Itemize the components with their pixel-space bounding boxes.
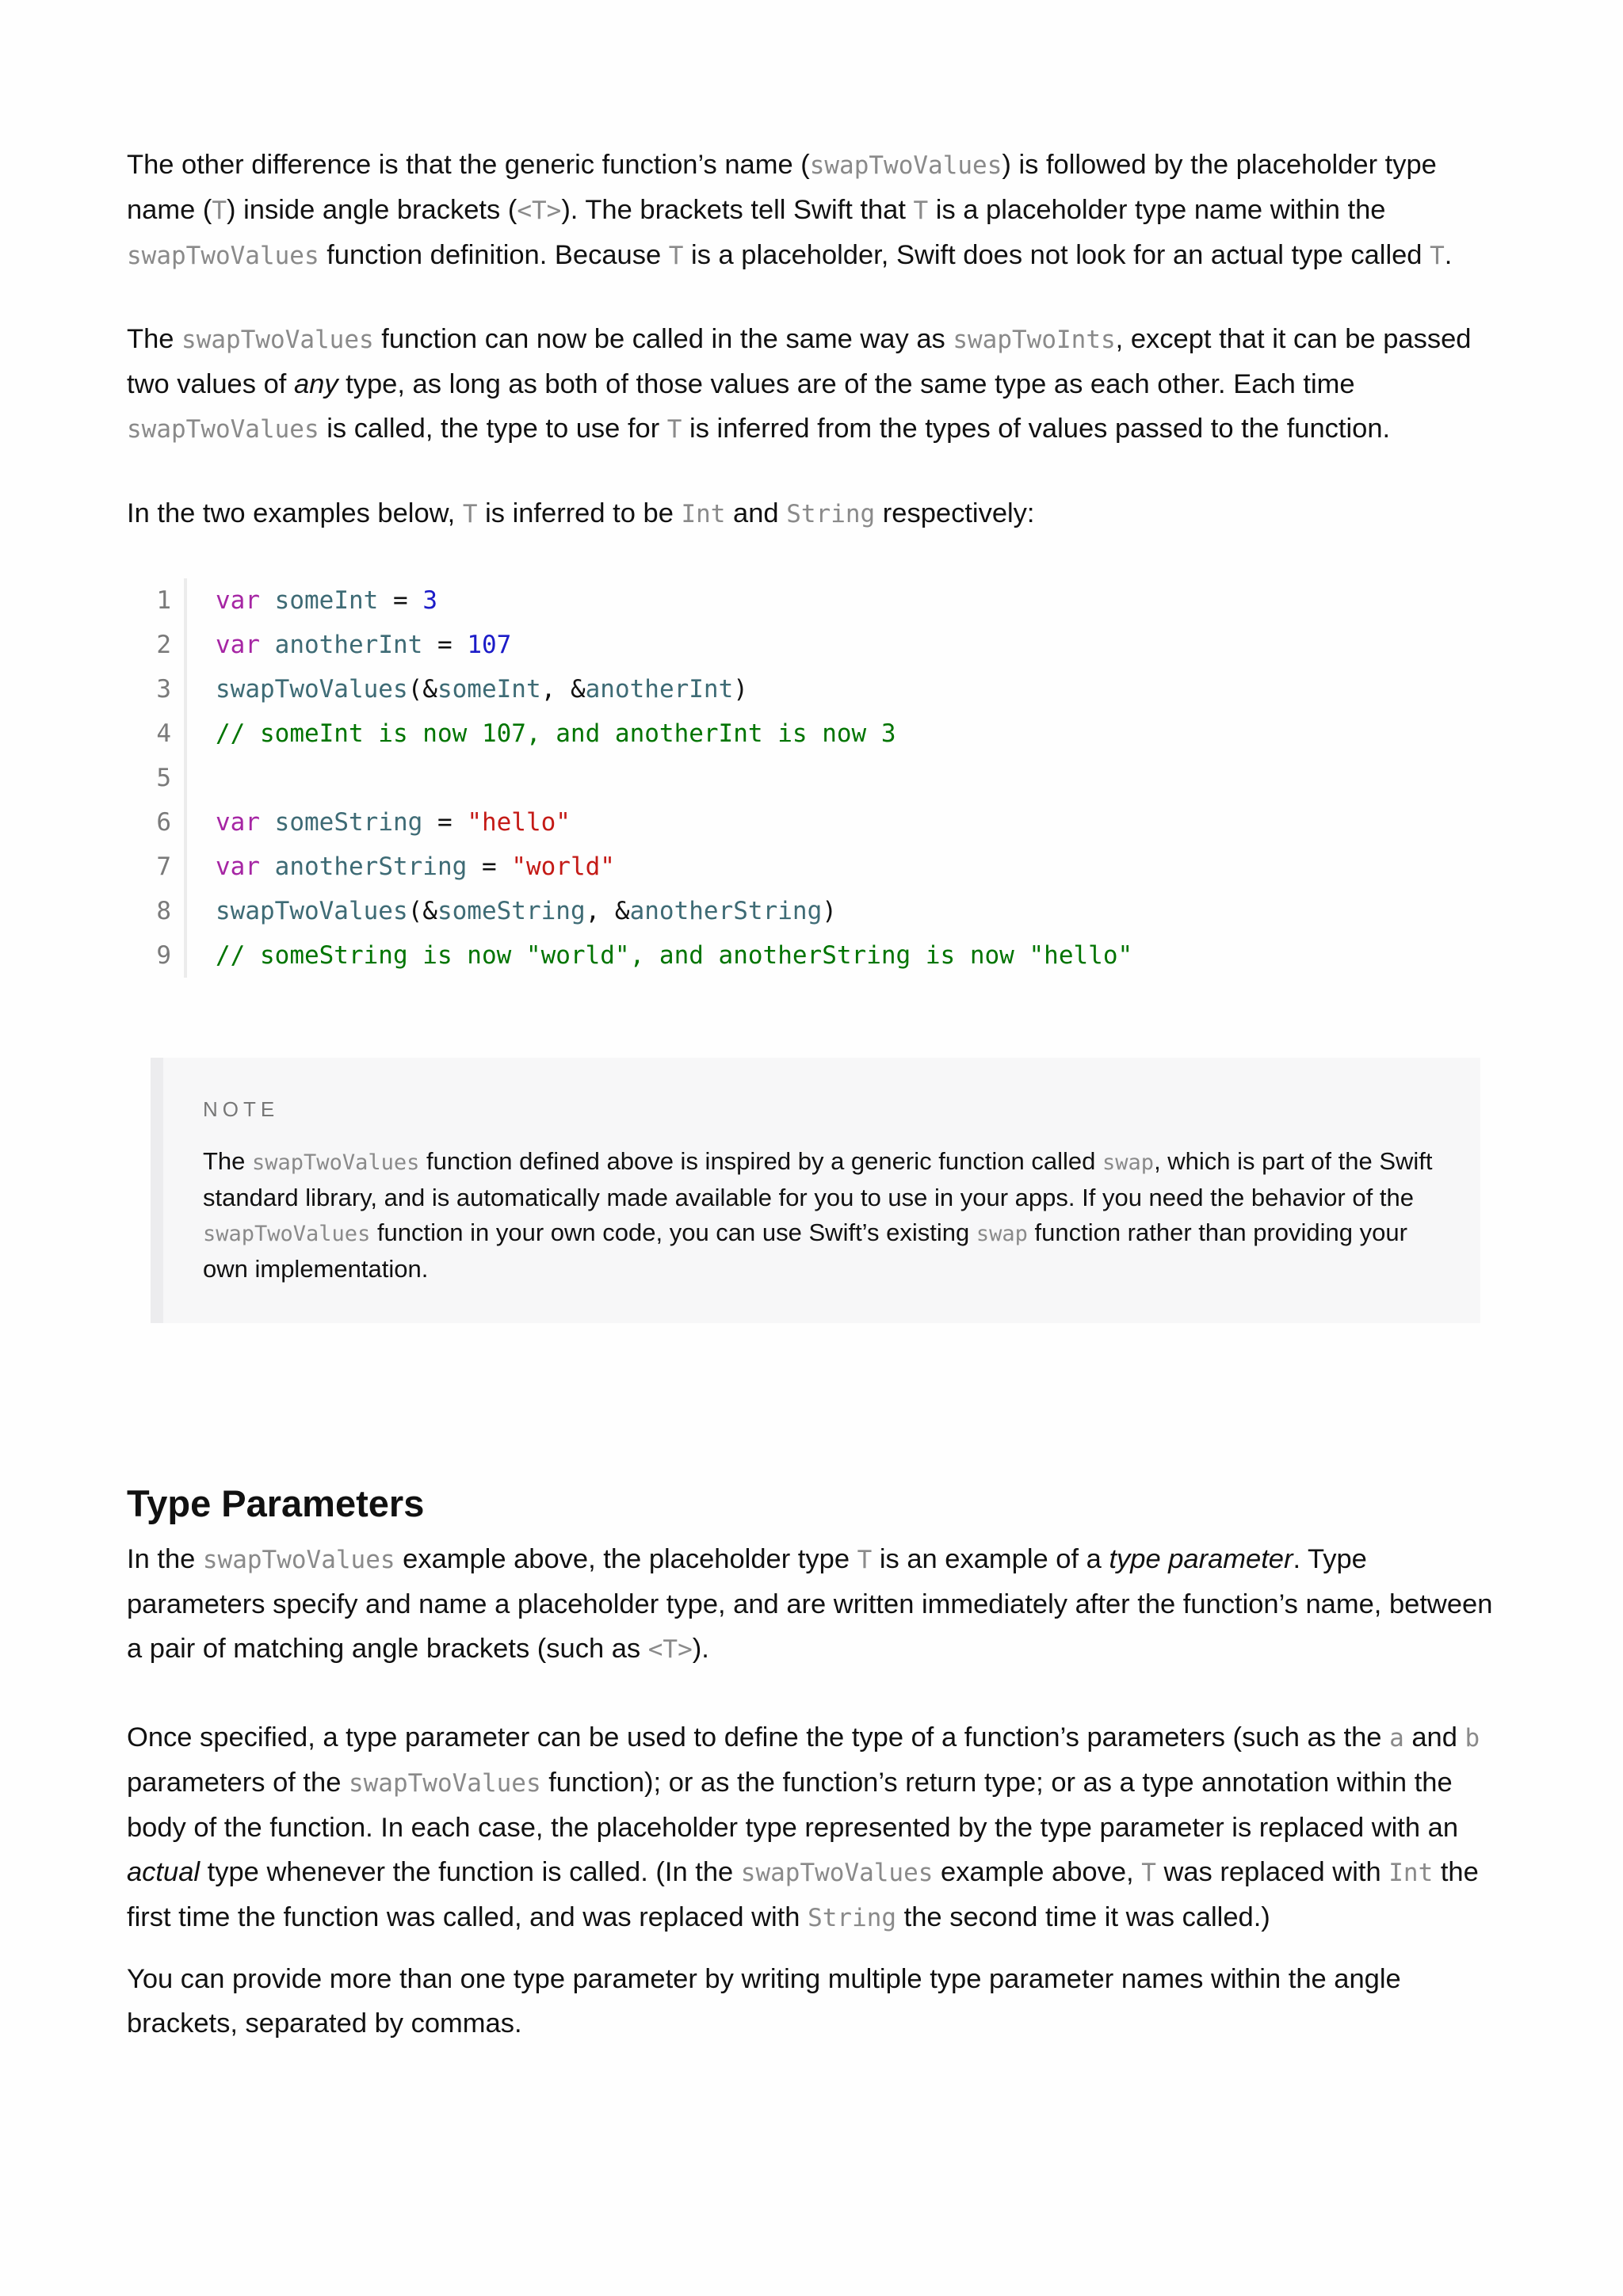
text: is a placeholder, Swift does not look for an actual type called xyxy=(683,240,1430,270)
string-literal: "hello" xyxy=(467,808,571,837)
code-line xyxy=(127,578,1506,623)
text: and xyxy=(725,498,787,528)
punctuation: (& xyxy=(407,897,437,925)
keyword: var xyxy=(216,852,260,881)
code-line xyxy=(127,845,1506,889)
paragraph-calling xyxy=(127,317,1506,452)
emphasis: type parameter xyxy=(1109,1544,1293,1574)
inline-code: a xyxy=(1389,1724,1404,1753)
identifier: anotherInt xyxy=(274,631,423,659)
text: ). xyxy=(692,1634,709,1664)
code-line xyxy=(127,756,1506,800)
keyword: var xyxy=(216,808,260,837)
text: was replaced with xyxy=(1155,1857,1389,1887)
inline-code: swapTwoValues xyxy=(809,151,1002,180)
text: You can provide more than one type parameter by writing multiple type parameter names within the angle brackets, separated by commas. xyxy=(127,1964,1401,2039)
string-literal: "world" xyxy=(511,852,615,881)
inline-code: swapTwoInts xyxy=(953,326,1116,354)
inline-code: swapTwoValues xyxy=(127,242,319,270)
inline-code: Int xyxy=(681,500,726,528)
punctuation: ) xyxy=(733,675,748,704)
number-literal: 3 xyxy=(422,586,437,615)
text: ). The brackets tell Swift that xyxy=(561,195,914,225)
note-callout xyxy=(151,1058,1480,1323)
text: is inferred to be xyxy=(477,498,682,528)
inline-code: swapTwoValues xyxy=(348,1769,541,1798)
punctuation: ) xyxy=(822,897,837,925)
inline-code: T xyxy=(462,500,478,528)
paragraph-examples-intro xyxy=(127,491,1035,536)
identifier: someString xyxy=(437,897,586,925)
inline-code: <T> xyxy=(517,196,562,225)
operator: = xyxy=(422,631,468,659)
code-line xyxy=(127,800,1506,845)
punctuation: (& xyxy=(407,675,437,704)
inline-code: swap xyxy=(976,1222,1028,1246)
text: type, as long as both of those values are of the same type as each other. Each time xyxy=(338,369,1355,399)
text: In the xyxy=(127,1544,203,1574)
text: . Type parameters specify and name a placeholder type, and are written immediately after the function’s name, between a pair of matching angle brackets (such as xyxy=(127,1544,1493,1664)
inline-code: swapTwoValues xyxy=(203,1222,371,1246)
paragraph-generic-name xyxy=(127,143,1506,278)
code-line xyxy=(127,667,1506,711)
operator: = xyxy=(378,586,423,615)
text: ) inside angle brackets ( xyxy=(227,195,517,225)
inline-code: T xyxy=(668,242,684,270)
identifier: anotherString xyxy=(274,852,468,881)
text: function); or as the function’s return type; or as a type annotation within the body of the function. In each case, the placeholder type represented by the type parameter is replaced with an xyxy=(127,1768,1459,1843)
text: function in your own code, you can use Swift’s existing xyxy=(370,1219,976,1246)
inline-code: swapTwoValues xyxy=(740,1859,934,1887)
text: the second time it was called.) xyxy=(896,1902,1270,1932)
note-title: NOTE xyxy=(203,1097,280,1121)
text: example above, xyxy=(933,1857,1142,1887)
code-line xyxy=(127,889,1506,933)
inline-code: T xyxy=(1141,1859,1156,1887)
text: type whenever the function is called. (In the xyxy=(200,1857,741,1887)
inline-code: swapTwoValues xyxy=(127,415,319,444)
inline-code: <T> xyxy=(647,1635,693,1664)
line-number: 2 xyxy=(127,623,187,667)
text: . xyxy=(1444,240,1453,270)
text: function rather than providing your own implementation. xyxy=(203,1219,1407,1283)
line-number: 6 xyxy=(127,800,187,845)
paragraph-type-parameter xyxy=(127,1537,1506,1672)
line-number: 8 xyxy=(127,889,187,933)
text: parameters of the xyxy=(127,1768,349,1798)
text: is an example of a xyxy=(872,1544,1109,1574)
inline-code: T xyxy=(857,1546,873,1574)
keyword: var xyxy=(216,631,260,659)
line-number: 1 xyxy=(127,578,187,623)
inline-code: swapTwoValues xyxy=(181,326,374,354)
identifier: anotherInt xyxy=(585,675,734,704)
text: , except that it can be passed two values of xyxy=(127,324,1472,399)
text: function defined above is inspired by a generic function called xyxy=(419,1147,1103,1175)
line-number: 5 xyxy=(127,756,187,800)
text: function can now be called in the same way as xyxy=(373,324,953,354)
inline-code: T xyxy=(1430,242,1445,270)
emphasis: any xyxy=(293,369,338,399)
text: function definition. Because xyxy=(319,240,669,270)
text: is called, the type to use for xyxy=(319,414,667,444)
function-call: swapTwoValues xyxy=(216,897,408,925)
inline-code: b xyxy=(1465,1724,1480,1753)
comment: // someString is now "world", and anotherString is now "hello" xyxy=(216,941,1133,970)
text: The other difference is that the generic function’s name ( xyxy=(127,150,810,180)
text: is inferred from the types of values passed to the function. xyxy=(682,414,1391,444)
note-text xyxy=(203,1144,1433,1287)
text: is a placeholder type name within the xyxy=(928,195,1386,225)
number-literal: 107 xyxy=(467,631,512,659)
line-number: 7 xyxy=(127,845,187,889)
inline-code: Int xyxy=(1388,1859,1434,1887)
text: and xyxy=(1403,1722,1465,1753)
code-line xyxy=(127,623,1506,667)
line-number: 3 xyxy=(127,667,187,711)
comment: // someInt is now 107, and anotherInt is now 3 xyxy=(216,719,896,748)
text: , which is part of the Swift standard library, and is automatically made available for you to use in your apps. If you need the behavior of the xyxy=(203,1147,1433,1211)
line-number: 4 xyxy=(127,711,187,756)
text: the first time the function was called, and was replaced with xyxy=(127,1857,1479,1932)
inline-code: swap xyxy=(1102,1150,1155,1175)
inline-code: swapTwoValues xyxy=(252,1150,420,1175)
text: Once specified, a type parameter can be used to define the type of a function’s parameters (such as the xyxy=(127,1722,1390,1753)
inline-code: T xyxy=(913,196,929,225)
identifier: anotherString xyxy=(629,897,823,925)
inline-code: T xyxy=(212,196,227,225)
identifier: someString xyxy=(274,808,423,837)
inline-code: T xyxy=(666,415,682,444)
keyword: var xyxy=(216,586,260,615)
text: respectively: xyxy=(875,498,1035,528)
inline-code: String xyxy=(808,1904,897,1932)
code-line xyxy=(127,711,1506,756)
inline-code: String xyxy=(786,500,876,528)
punctuation: , & xyxy=(540,675,586,704)
inline-code: swapTwoValues xyxy=(202,1546,395,1574)
paragraph-type-parameter-usage xyxy=(127,1715,1506,1940)
operator: = xyxy=(422,808,468,837)
section-heading: Type Parameters xyxy=(127,1482,425,1524)
identifier: someInt xyxy=(274,586,379,615)
text: The xyxy=(127,324,182,354)
emphasis: actual xyxy=(127,1857,200,1887)
text: example above, the placeholder type xyxy=(395,1544,857,1574)
identifier: someInt xyxy=(437,675,541,704)
code-line xyxy=(127,933,1506,978)
code-block xyxy=(127,578,1506,978)
paragraph-multiple-type-parameters xyxy=(127,1957,1506,2046)
operator: = xyxy=(467,852,512,881)
text: In the two examples below, xyxy=(127,498,463,528)
function-call: swapTwoValues xyxy=(216,675,408,704)
punctuation: , & xyxy=(585,897,630,925)
line-number: 9 xyxy=(127,933,187,978)
text: ) is followed by the placeholder type name ( xyxy=(127,150,1437,225)
text: The xyxy=(203,1147,253,1175)
